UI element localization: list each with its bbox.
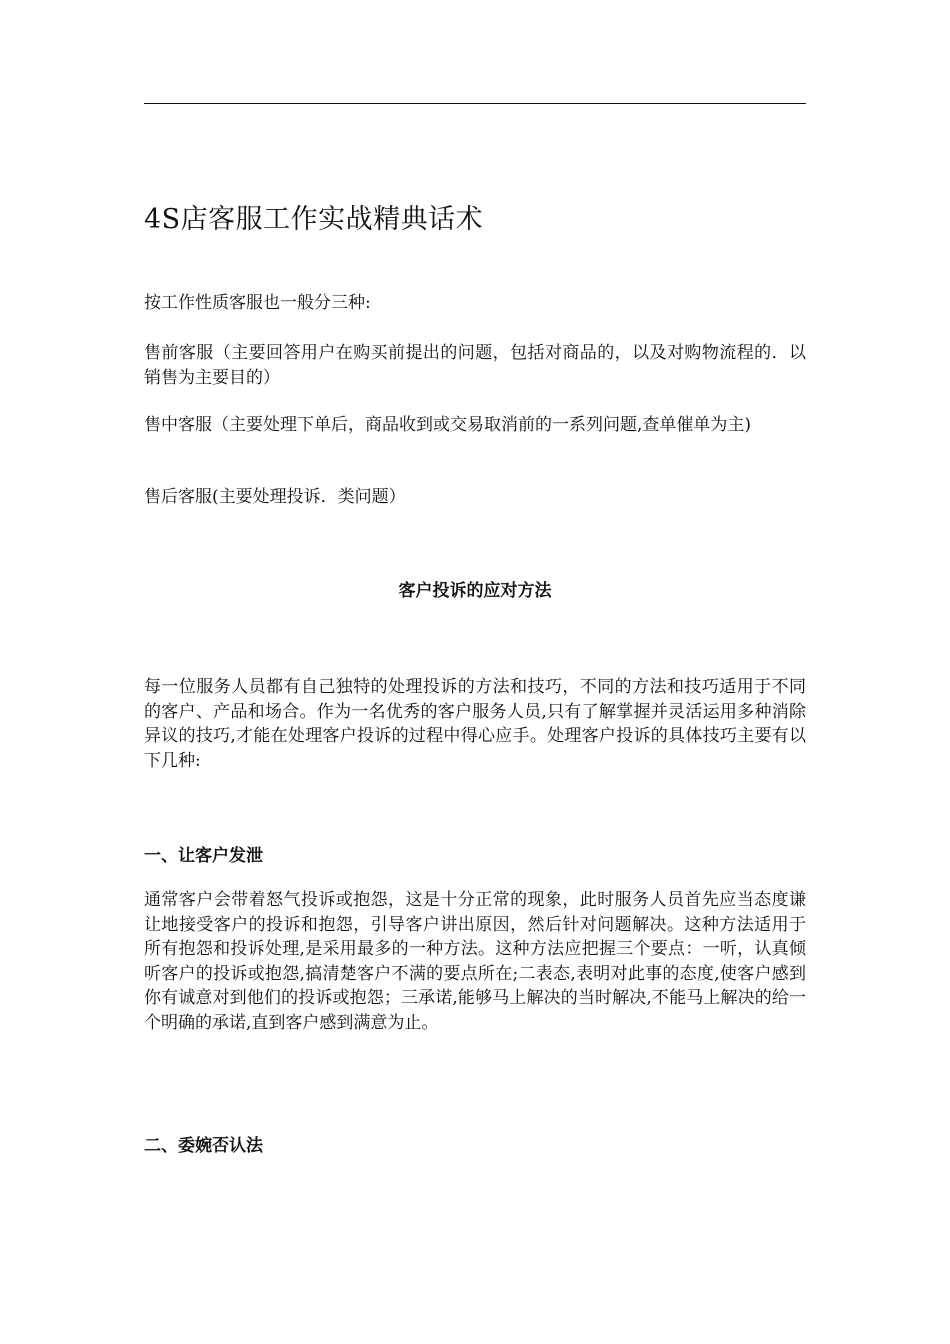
section-heading-1: 一、让客户发泄 [144, 846, 263, 866]
intro-text: 按工作性质客服也一般分三种: [144, 293, 371, 313]
complaint-heading: 客户投诉的应对方法 [398, 581, 552, 601]
service-type-aftersale: 售后客服(主要处理投诉．类问题） [144, 487, 406, 507]
section-heading-2: 二、委婉否认法 [144, 1136, 263, 1156]
document-title: 4S店客服工作实战精典话术 [144, 204, 484, 235]
service-type-insale: 售中客服（主要处理下单后，商品收到或交易取消前的一系列问题,查单催单为主) [144, 415, 752, 435]
complaint-intro-paragraph: 每一位服务人员都有自己独特的处理投诉的方法和技巧，不同的方法和技巧适用于不同的客户、产品和场合。作为一名优秀的客户服务人员,只有了解掌握并灵活运用多种消除异议的技巧,才能在处理客户投诉的过程中得心应手。处理客户投诉的具体技巧主要有以下几种: [144, 677, 806, 771]
service-type-presale: 售前客服（主要回答用户在购买前提出的问题，包括对商品的，以及对购物流程的．以销售为主要目的） [144, 343, 806, 388]
section-body-1: 通常客户会带着怒气投诉或抱怨，这是十分正常的现象，此时服务人员首先应当态度谦让地接受客户的投诉和抱怨，引导客户讲出原因，然后针对问题解决。这种方法适用于所有抱怨和投诉处理,是采用最多的一种方法。这种方法应把握三个要点：一听，认真倾听客户的投诉或抱怨,搞清楚客户不满的要点所在;二表态,表明对此事的态度,使客户感到你有诚意对到他们的投诉或抱怨；三承诺,能够马上解决的当时解决,不能马上解决的给一个明确的承诺,直到客户感到满意为止。 [144, 890, 806, 1033]
header-rule [144, 103, 806, 104]
